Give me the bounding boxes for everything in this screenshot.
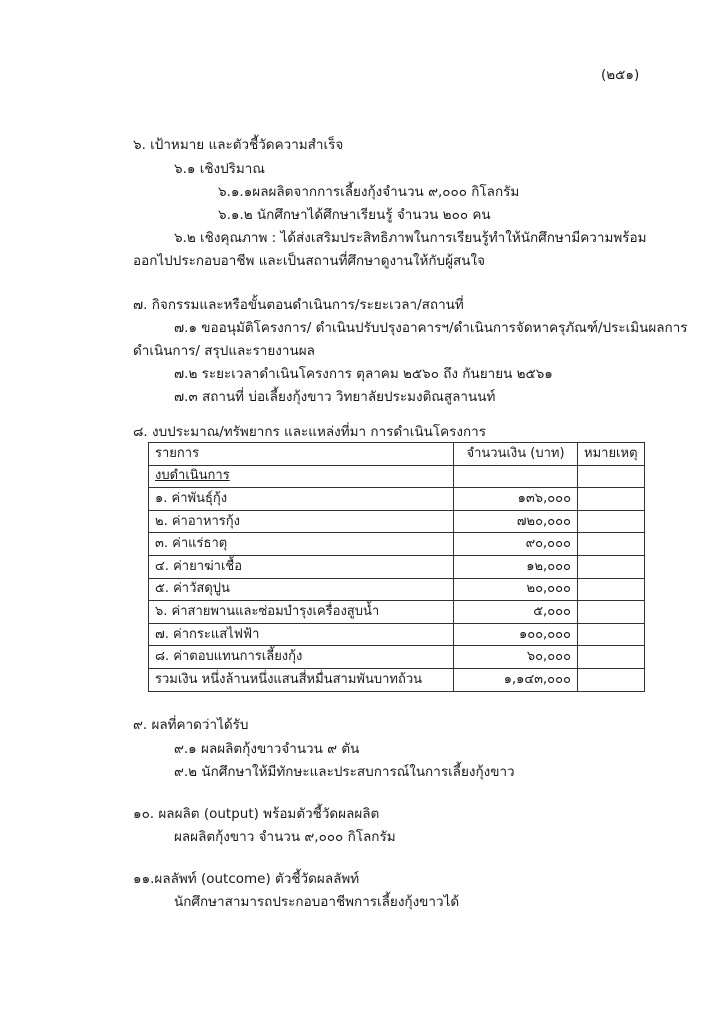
budget-table [148,442,645,692]
row-item: ๕. ค่าวัสดุปูน [149,578,454,601]
section-6-1-1: ๖.๑.๑ผลผลิตจากการเลี้ยงกุ้งจำนวน ๙,๐๐๐ กิโลกรัม [218,184,520,200]
section-7-1-line2: ดำเนินการ/ สรุปและรายงานผล [133,343,315,359]
section-8-heading: ๘. งบประมาณ/ทรัพยากร และแหล่งที่มา การดำเนินโครงการ [133,424,486,440]
table-row [149,578,645,601]
row-item: ๔. ค่ายาฆ่าเชื้อ [149,555,454,578]
row-note [578,601,645,624]
table-row [149,555,645,578]
row-note [578,623,645,646]
section-7-2: ๗.๒ ระยะเวลาดำเนินโครงการ ตุลาคม ๒๕๖๐ ถึง กันยายน ๒๕๖๑ [174,366,553,382]
col-header-amount: จำนวนเงิน (บาท) [454,443,578,466]
row-note [578,578,645,601]
section-7-3: ๗.๓ สถานที่ บ่อเลี้ยงกุ้งขาว วิทยาลัยประมงติณสูลานนท์ [174,389,496,405]
row-amount: ๙๐,๐๐๐ [454,533,578,556]
section-6-heading: ๖. เป้าหมาย และตัวชี้วัดความสำเร็จ [133,137,344,153]
row-amount: ๒๐,๐๐๐ [454,578,578,601]
section-7-1-line1: ๗.๑ ขออนุมัติโครงการ/ ดำเนินปรับปรุงอาคารฯ/ดำเนินการจัดหาครุภัณฑ์/ประเมินผลการ [174,320,688,336]
section-10-heading: ๑๐. ผลผลิต (output) พร้อมตัวชี้วัดผลผลิต [133,806,380,822]
page-number: (๒๕๑) [601,67,640,83]
row-note [578,646,645,669]
row-item: ๖. ค่าสายพานและซ่อมบำรุงเครื่องสูบน้ำ [149,601,454,624]
table-row [149,488,645,511]
section-6-2-line1: ๖.๒ เชิงคุณภาพ : ได้ส่งเสริมประสิทธิภาพในการเรียนรู้ทำให้นักศึกษามีความพร้อม [174,230,647,246]
table-header-row [149,443,645,466]
table-row [149,623,645,646]
section-11-heading: ๑๑.ผลลัพท์ (outcome) ตัวชี้วัดผลลัพท์ [133,871,360,887]
table-section-row [149,465,645,488]
col-header-item: รายการ [149,443,454,466]
section-11-body: นักศึกษาสามารถประกอบอาชีพการเลี้ยงกุ้งขาวได้ [174,894,460,910]
section-9-2: ๙.๒ นักศึกษาให้มีทักษะและประสบการณ์ในการเลี้ยงกุ้งขาว [174,764,515,780]
row-amount: ๖๐,๐๐๐ [454,646,578,669]
table-row [149,646,645,669]
row-note [578,488,645,511]
section-6-1-label: ๖.๑ เชิงปริมาณ [174,161,265,177]
row-amount: ๑๒,๐๐๐ [454,555,578,578]
total-label: รวมเงิน หนึ่งล้านหนึ่งแสนสี่หมื่นสามพันบาทถ้วน [149,668,454,691]
row-item: ๑. ค่าพันธุ์กุ้ง [149,488,454,511]
row-item: ๗. ค่ากระแสไฟฟ้า [149,623,454,646]
row-amount: ๗๒๐,๐๐๐ [454,510,578,533]
col-header-note: หมายเหตุ [578,443,645,466]
row-note [578,510,645,533]
section-10-body: ผลผลิตกุ้งขาว จำนวน ๙,๐๐๐ กิโลกรัม [174,829,396,845]
section-9-1: ๙.๑ ผลผลิตกุ้งขาวจำนวน ๙ ตัน [174,741,360,757]
row-amount: ๕,๐๐๐ [454,601,578,624]
table-total-row [149,668,645,691]
section-label: งบดำเนินการ [149,465,454,488]
total-amount: ๑,๑๔๓,๐๐๐ [454,668,578,691]
section-9-heading: ๙. ผลที่คาดว่าได้รับ [133,717,249,733]
row-item: ๘. ค่าตอบแทนการเลี้ยงกุ้ง [149,646,454,669]
table-row [149,510,645,533]
row-amount: ๑๐๐,๐๐๐ [454,623,578,646]
row-amount: ๑๓๖,๐๐๐ [454,488,578,511]
row-note [578,555,645,578]
section-6-2-line2: ออกไปประกอบอาชีพ และเป็นสถานที่ศึกษาดูงานให้กับผู้สนใจ [133,253,485,269]
section-7-heading: ๗. กิจกรรมและหรือขั้นตอนดำเนินการ/ระยะเวลา/สถานที่ [133,297,464,313]
table-row [149,601,645,624]
section-6-1-2: ๖.๑.๒ นักศึกษาได้ศึกษาเรียนรู้ จำนวน ๒๐๐ คน [218,207,491,223]
row-item: ๓. ค่าแร่ธาตุ [149,533,454,556]
row-item: ๒. ค่าอาหารกุ้ง [149,510,454,533]
table-row [149,533,645,556]
row-note [578,533,645,556]
